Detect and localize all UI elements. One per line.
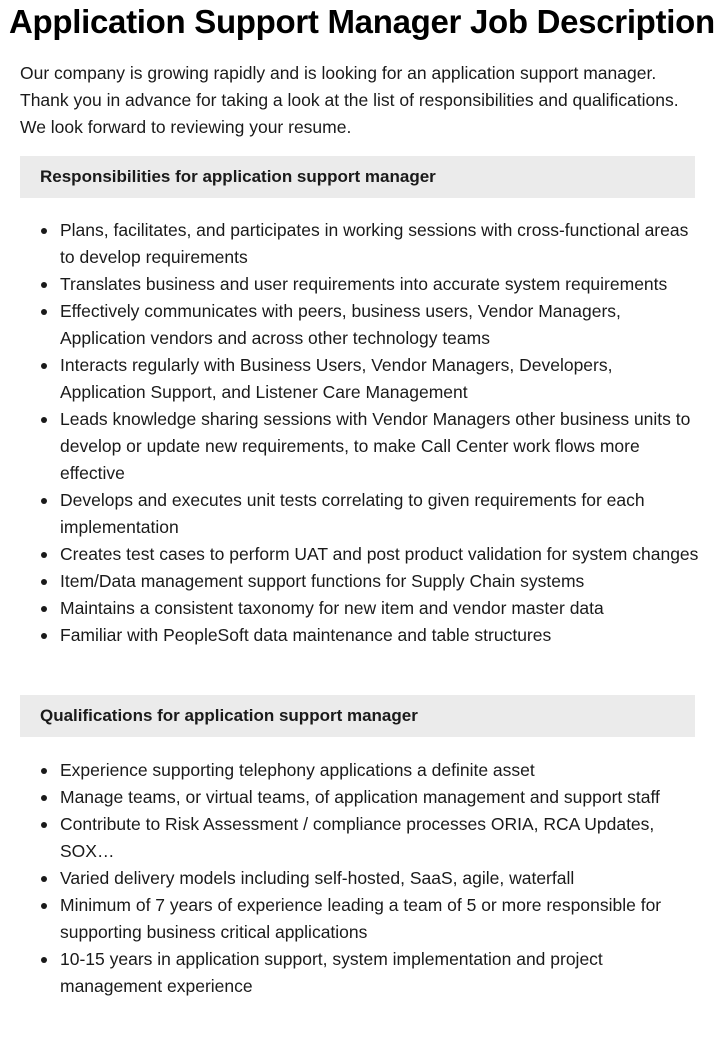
page-title: Application Support Manager Job Description (9, 3, 715, 40)
qualifications-header (20, 695, 695, 737)
responsibilities-list (20, 217, 700, 649)
responsibilities-heading: Responsibilities for application support manager (40, 167, 436, 186)
responsibility-item: Develops and executes unit tests correlating to given requirements for each implementation (20, 487, 700, 541)
responsibilities-header (20, 156, 695, 198)
qualifications-heading: Qualifications for application support manager (40, 706, 418, 725)
qualification-item: Experience supporting telephony applications a definite asset (20, 757, 700, 784)
responsibility-item: Interacts regularly with Business Users, Vendor Managers, Developers, Application Support, and Listener Care Management (20, 352, 700, 406)
responsibility-item: Item/Data management support functions for Supply Chain systems (20, 568, 700, 595)
responsibility-item: Effectively communicates with peers, business users, Vendor Managers, Application vendors and across other technology teams (20, 298, 700, 352)
qualification-item: Minimum of 7 years of experience leading a team of 5 or more responsible for supporting business critical applications (20, 892, 700, 946)
responsibility-item: Creates test cases to perform UAT and post product validation for system changes (20, 541, 700, 568)
responsibility-item: Leads knowledge sharing sessions with Vendor Managers other business units to develop or update new requirements, to make Call Center work flows more effective (20, 406, 700, 487)
qualification-item: Varied delivery models including self-hosted, SaaS, agile, waterfall (20, 865, 700, 892)
responsibility-item: Translates business and user requirements into accurate system requirements (20, 271, 700, 298)
intro-paragraph: Our company is growing rapidly and is looking for an application support manager. Thank you in advance for taking a look at the list of responsibilities and qualifications. We look forward to reviewing your resume. (20, 63, 679, 137)
qualification-item: 10-15 years in application support, system implementation and project management experience (20, 946, 700, 1000)
responsibility-item: Plans, facilitates, and participates in working sessions with cross-functional areas to develop requirements (20, 217, 700, 271)
qualification-item: Manage teams, or virtual teams, of application management and support staff (20, 784, 700, 811)
responsibility-item: Maintains a consistent taxonomy for new item and vendor master data (20, 595, 700, 622)
qualifications-list (20, 757, 700, 1000)
responsibility-item: Familiar with PeopleSoft data maintenance and table structures (20, 622, 700, 649)
qualification-item: Contribute to Risk Assessment / compliance processes ORIA, RCA Updates, SOX… (20, 811, 700, 865)
